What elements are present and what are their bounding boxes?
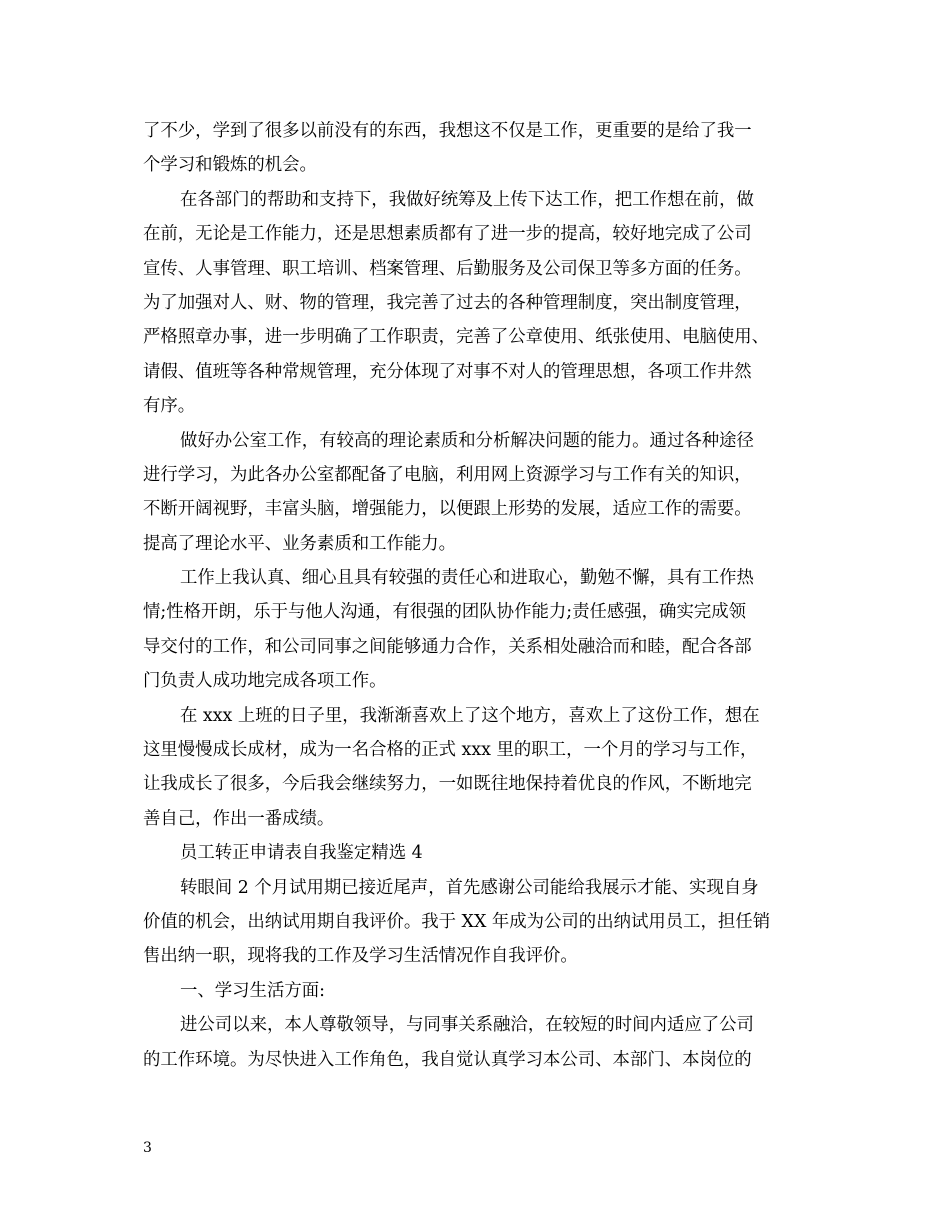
text-line: 转眼间 2 个月试用期已接近尾声，首先感谢公司能给我展示才能、实现自身 [180, 877, 759, 898]
body-text [143, 114, 823, 1077]
text-line: 有序。 [143, 396, 196, 417]
text-line: 的工作环境。为尽快进入工作角色，我自觉认真学习本公司、本部门、本岗位的 [143, 1049, 752, 1070]
text-line: 个学习和锻炼的机会。 [143, 155, 317, 176]
text-line: 工作上我认真、细心且具有较强的责任心和进取心，勤勉不懈，具有工作热 [180, 568, 754, 589]
text-line: 员工转正申请表自我鉴定精选 4 [180, 843, 423, 864]
text-line: 门负责人成功地完成各项工作。 [143, 671, 387, 692]
text-line: 情;性格开朗，乐于与他人沟通，有很强的团队协作能力;责任感强，确实完成领 [143, 602, 747, 623]
text-line: 了不少，学到了很多以前没有的东西，我想这不仅是工作，更重要的是给了我一 [143, 121, 752, 141]
text-line: 在 xxx 上班的日子里，我渐渐喜欢上了这个地方，喜欢上了这份工作，想在 [180, 705, 760, 726]
text-line: 让我成长了很多，今后我会继续努力，一如既往地保持着优良的作风，不断地完 [143, 774, 752, 795]
text-line: 宣传、人事管理、职工培训、档案管理、后勤服务及公司保卫等多方面的任务。 [143, 258, 752, 279]
text-line: 严格照章办事，进一步明确了工作职责，完善了公章使用、纸张使用、电脑使用、 [143, 327, 770, 348]
text-line: 进行学习，为此各办公室都配备了电脑，利用网上资源学习与工作有关的知识， [143, 464, 752, 485]
text-line: 导交付的工作，和公司同事之间能够通力合作，关系相处融洽而和睦，配合各部 [143, 636, 752, 657]
text-line: 售出纳一职，现将我的工作及学习生活情况作自我评价。 [143, 946, 578, 967]
text-line: 在各部门的帮助和支持下，我做好统筹及上传下达工作，把工作想在前，做 [180, 189, 754, 210]
text-line: 提高了理论水平、业务素质和工作能力。 [143, 533, 457, 554]
text-line: 一、学习生活方面: [180, 980, 325, 1001]
page-number: 3 [143, 1140, 152, 1156]
text-line: 善自己，作出一番成绩。 [143, 808, 335, 829]
text-line: 请假、值班等各种常规管理，充分体现了对事不对人的管理思想，各项工作井然 [143, 361, 752, 382]
text-line: 价值的机会，出纳试用期自我评价。我于 XX 年成为公司的出纳试用员工，担任销 [143, 911, 771, 932]
text-line: 为了加强对人、财、物的管理，我完善了过去的各种管理制度，突出制度管理， [143, 292, 752, 313]
text-line: 不断开阔视野，丰富头脑，增强能力，以便跟上形势的发展，适应工作的需要。 [143, 499, 752, 520]
text-line: 做好办公室工作，有较高的理论素质和分析解决问题的能力。通过各种途径 [180, 430, 754, 451]
text-line: 这里慢慢成长成材，成为一名合格的正式 xxx 里的职工，一个月的学习与工作， [143, 740, 758, 761]
text-line: 在前，无论是工作能力，还是思想素质都有了进一步的提高，较好地完成了公司 [143, 224, 752, 245]
text-line: 进公司以来，本人尊敬领导，与同事关系融洽，在较短的时间内适应了公司 [180, 1015, 754, 1036]
